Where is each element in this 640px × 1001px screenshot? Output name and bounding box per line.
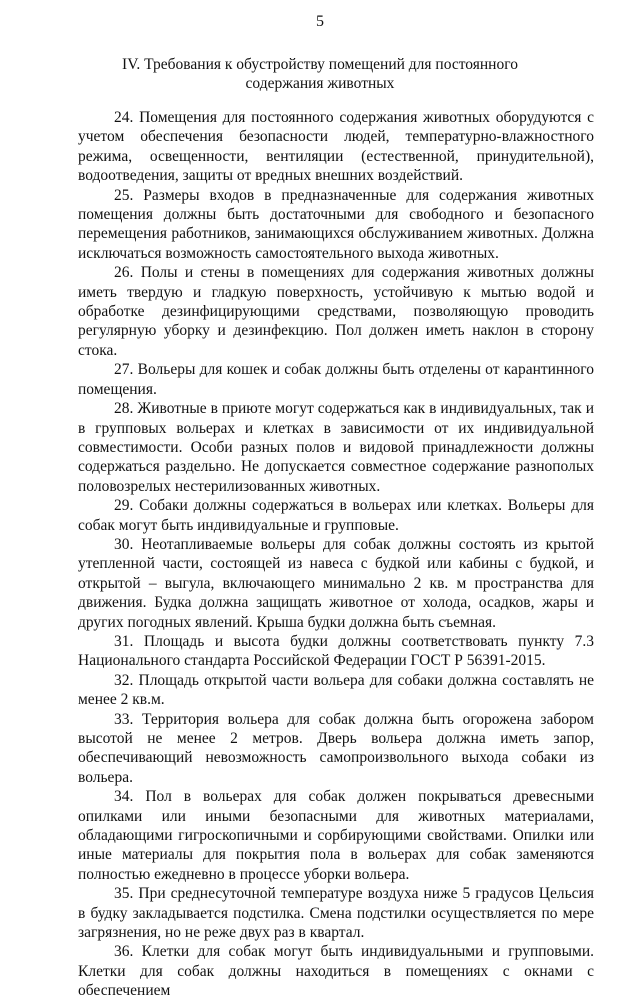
paragraph-32: 32. Площадь открытой части вольера для собаки должна составлять не менее 2 кв.м. [78,671,594,709]
paragraph-30: 30. Неотапливаемые вольеры для собак должны состоять из крытой утепленной части, состоящей из навеса с будкой или кабины с будкой, и открытой – выгула, включающего минимально 2 кв. м пространства для движения. Будка должна защищать животное от холода, осадков, жары и других погодных явлений. Крыша будки должна быть съемная. [78,535,594,631]
page-number: 5 [316,13,324,30]
paragraph-28: 28. Животные в приюте могут содержаться как в индивидуальных, так и в групповых вольерах и клетках в зависимости от их индивидуальной совместимости. Особи разных полов и видовой принадлежности должны содержаться раздельно. Не допускается совместное содержание разнополых половозрелых нестерилизованных животных. [78,400,594,495]
paragraph-24: 24. Помещения для постоянного содержания животных оборудуются с учетом обеспечения безопасности людей, температурно-влажностного режима, освещенности, вентиляции (естественной, принудительной), водоотведения, защиты от вредных внешних воздействий. [78,109,594,185]
paragraph-34: 34. Пол в вольерах для собак должен покрываться древесными опилками или иными безопасными для животных материалами, обладающими гигроскопичными и сорбирующими свойствами. Опилки или иные материалы для покрытия пола в вольерах для собак заменяются полностью ежедневно в процессе уборки вольера. [78,788,594,883]
paragraph-35: 35. При среднесуточной температуре воздуха ниже 5 градусов Цельсия в будку закладывается подстилка. Смена подстилки осуществляется по мере загрязнения, но не реже двух раз в квартал. [78,885,594,942]
paragraph-33: 33. Территория вольера для собак должна быть огорожена забором высотой не менее 2 метров. Дверь вольера должна иметь запор, обеспечивающий невозможность самопроизвольного выхода собаки из вольера. [78,710,594,786]
paragraph-31: 31. Площадь и высота будки должны соответствовать пункту 7.3 Национального стандарта Российской Федерации ГОСТ Р 56391-2015. [78,632,594,670]
paragraph-27: 27. Вольеры для кошек и собак должны быть отделены от карантинного помещения. [78,361,594,398]
paragraph-25: 25. Размеры входов в предназначенные для содержания животных помещения должны быть достаточными для свободного и безопасного перемещения работников, занимающихся обслуживанием животных. Должна исключаться возможность самостоятельного выхода животных. [78,186,594,262]
section-title: IV. Требования к обустройству помещений для постоянного содержания животных [122,56,518,92]
paragraph-26: 26. Полы и стены в помещениях для содержания животных должны иметь твердую и гладкую поверхность, устойчивую к мытью водой и обработке дезинфицирующими средствами, позволяющую проводить регулярную уборку и дезинфекцию. Пол должен иметь наклон в сторону стока. [78,264,594,359]
paragraph-36: 36. Клетки для собак могут быть индивидуальными и групповыми. Клетки для собак должны находиться в помещениях с окнами с обеспечением [78,943,594,1000]
paragraph-29: 29. Собаки должны содержаться в вольерах или клетках. Вольеры для собак могут быть индивидуальные и групповые. [78,497,594,534]
document-body [78,108,594,1001]
